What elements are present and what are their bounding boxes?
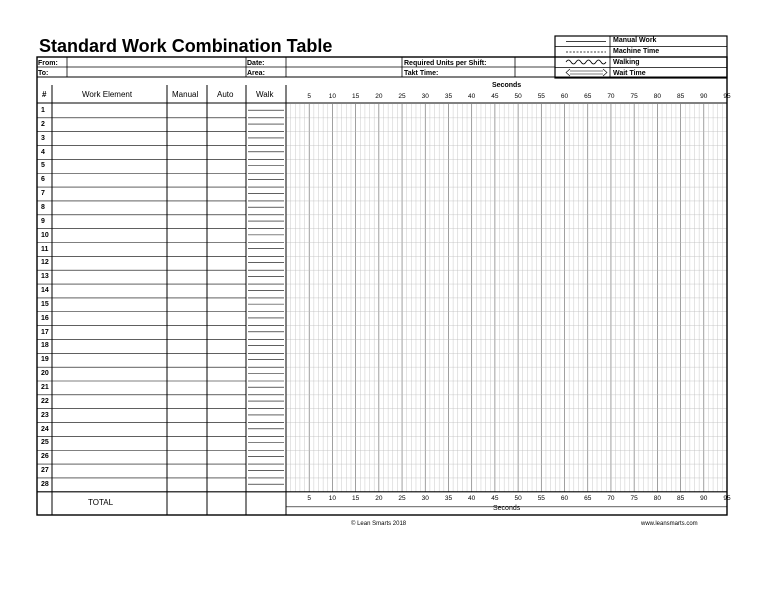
row-number: 8: [41, 203, 45, 211]
date-label: Date:: [247, 60, 265, 67]
row-number: 16: [41, 314, 49, 322]
seconds-tick-label: 10: [328, 93, 337, 100]
legend-wait-time: Wait Time: [613, 70, 646, 77]
seconds-tick-label: 65: [584, 93, 592, 100]
seconds-tick-label: 50: [514, 93, 522, 100]
row-number: 19: [41, 356, 49, 364]
seconds-tick-label: 85: [676, 495, 685, 502]
row-number: 5: [41, 162, 45, 170]
takt-time-label: Takt Time:: [404, 70, 439, 77]
wait-time-arrowheads: [566, 69, 607, 76]
seconds-tick-label: 65: [584, 495, 592, 502]
seconds-tick-label: 55: [537, 93, 545, 100]
seconds-tick-label: 70: [607, 93, 615, 100]
legend-walking: Walking: [613, 59, 640, 66]
seconds-tick-label: 70: [607, 495, 615, 502]
row-number: 10: [41, 231, 49, 239]
seconds-tick-label: 40: [468, 495, 476, 502]
row-number: 2: [41, 120, 45, 128]
seconds-tick-label: 90: [700, 93, 708, 100]
row-number: 28: [41, 480, 49, 488]
row-number: 3: [41, 134, 45, 142]
seconds-tick-label: 35: [444, 495, 453, 502]
from-label: From:: [38, 60, 58, 67]
seconds-tick-label: 5: [307, 93, 312, 100]
to-label: To:: [38, 70, 49, 77]
seconds-tick-label: 45: [491, 93, 499, 100]
seconds-tick-label: 60: [560, 93, 569, 100]
seconds-tick-label: 35: [444, 93, 453, 100]
row-number: 6: [41, 176, 45, 184]
copyright: © Lean Smarts 2018: [351, 521, 407, 527]
row-number: 22: [41, 397, 49, 405]
row-number: 26: [41, 453, 49, 461]
seconds-tick-label: 25: [398, 495, 406, 502]
page-title: Standard Work Combination Table: [39, 36, 333, 56]
seconds-tick-label: 10: [328, 495, 337, 502]
seconds-tick-label: 5: [307, 495, 312, 502]
table-frame: [37, 57, 727, 515]
row-number: 17: [41, 328, 49, 336]
required-units-label: Required Units per Shift:: [404, 60, 487, 67]
seconds-label-top: Seconds: [492, 82, 522, 89]
row-number: 18: [41, 342, 49, 350]
seconds-tick-label: 20: [375, 495, 383, 502]
row-number: 11: [41, 245, 49, 253]
column-header-walk: Walk: [256, 90, 274, 99]
seconds-tick-label: 60: [560, 495, 569, 502]
seconds-tick-label: 50: [514, 495, 522, 502]
column-header-auto: Auto: [217, 90, 234, 99]
row-number: 23: [41, 411, 49, 419]
walking-sample: [566, 60, 606, 64]
seconds-tick-label: 90: [700, 495, 708, 502]
legend-manual-work: Manual Work: [613, 37, 657, 44]
row-number: 7: [41, 190, 45, 198]
row-number: 9: [41, 217, 45, 225]
seconds-tick-label: 55: [537, 495, 545, 502]
seconds-tick-label: 80: [653, 495, 661, 502]
seconds-tick-label: 15: [352, 93, 360, 100]
row-number: 13: [41, 273, 49, 281]
seconds-tick-label: 95: [723, 93, 731, 100]
column-header-number: #: [42, 90, 47, 99]
total-label: TOTAL: [88, 498, 114, 507]
column-header-work-element: Work Element: [82, 90, 133, 99]
area-label: Area:: [247, 70, 265, 77]
seconds-tick-label: 85: [676, 93, 685, 100]
row-number: 14: [41, 287, 49, 295]
row-number: 15: [41, 300, 49, 308]
seconds-tick-label: 20: [375, 93, 383, 100]
seconds-tick-label: 15: [352, 495, 360, 502]
seconds-tick-label: 30: [421, 495, 429, 502]
seconds-tick-label: 30: [421, 93, 429, 100]
row-number: 4: [41, 148, 45, 156]
seconds-tick-label: 75: [630, 495, 638, 502]
row-number: 24: [41, 425, 49, 433]
legend-machine-time: Machine Time: [613, 48, 660, 55]
row-number: 1: [41, 107, 45, 114]
row-number: 25: [41, 439, 49, 447]
seconds-tick-label: 45: [491, 495, 499, 502]
row-number: 21: [41, 384, 49, 391]
row-number: 12: [41, 259, 49, 267]
row-number: 27: [41, 467, 49, 475]
seconds-tick-label: 25: [398, 93, 406, 100]
website: www.leansmarts.com: [641, 521, 698, 527]
row-number: 20: [41, 370, 49, 378]
seconds-tick-label: 95: [723, 495, 731, 502]
seconds-tick-label: 40: [468, 93, 476, 100]
column-header-manual: Manual: [172, 90, 199, 99]
seconds-tick-label: 80: [653, 93, 661, 100]
seconds-tick-label: 75: [630, 93, 638, 100]
seconds-label-bottom: Seconds: [493, 505, 521, 512]
